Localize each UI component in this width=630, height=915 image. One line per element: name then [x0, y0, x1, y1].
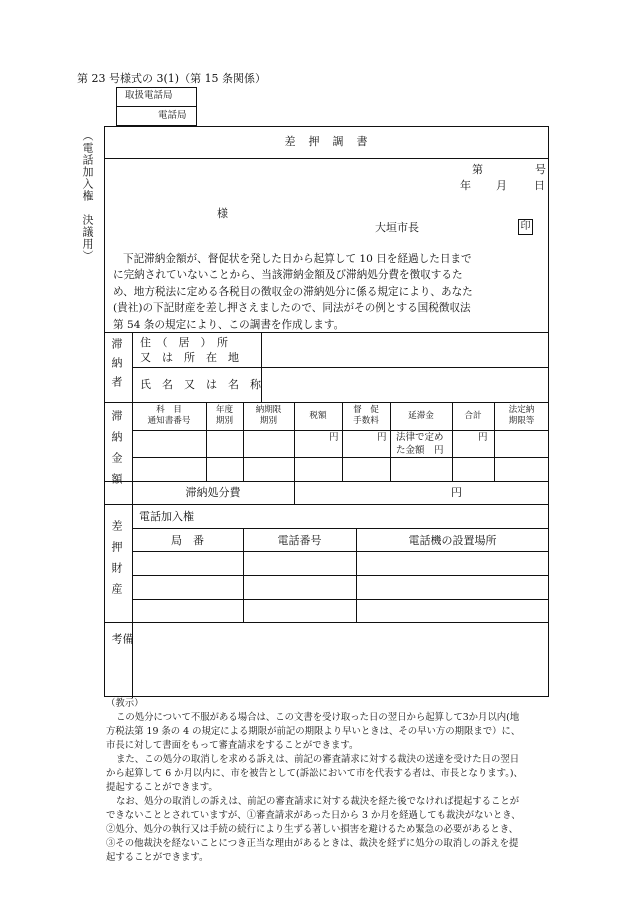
date-year: 年: [460, 179, 471, 192]
divider: [132, 528, 549, 529]
disposition-fee-yen: 円: [451, 486, 462, 499]
telephone-office-label: 電話局: [158, 110, 187, 121]
issuer-name: 大垣市長: [375, 221, 419, 234]
property-type: 電話加入権: [139, 510, 194, 523]
seized-property-label: 差押財産: [110, 520, 123, 604]
notes-line: から起算して 6 か月以内に、市を被告として(訴訟において市を代表する者は、市長となります。)、: [106, 768, 523, 779]
disposition-fee-label: 滞納処分費: [185, 486, 241, 499]
divider: [104, 402, 549, 403]
notes-line: ②処分、処分の執行又は手続の続行により生ずる著しい損害を避けるため緊急の必要があるとき、: [106, 824, 519, 835]
col-header-fiscal-year: 年度 期別: [215, 405, 234, 426]
name-label: 氏 名 又 は 名 称: [140, 378, 261, 391]
divider: [132, 367, 549, 368]
divider: [104, 504, 549, 505]
notes-heading: （教示）: [106, 698, 144, 709]
divider: [104, 481, 549, 482]
document-title: 差 押 調 書: [284, 135, 369, 148]
date-day: 日: [534, 179, 545, 192]
delinquent-label: 滞納者: [110, 338, 123, 395]
number-dai: 第: [472, 163, 483, 176]
date-month: 月: [496, 179, 507, 192]
notes-line: 方税法第 19 条の 4 の規定による期限が前記の期限より早いときは、その早い方の期限まで）に、: [106, 726, 521, 737]
divider: [132, 551, 549, 552]
body-line-3: め、地方税法に定める各税目の徴収金の滞納処分に係る規定により、あなた: [113, 286, 473, 298]
notes-line: また、この処分の取消しを求める訴えは、前記の審査請求に対する裁決の送達を受けた日の翌日: [116, 754, 520, 765]
address-label-2: 又 は 所 在 地: [140, 351, 239, 364]
yen-total: 円: [478, 432, 488, 443]
remarks-label: 備考: [110, 633, 134, 666]
number-go: 号: [535, 163, 546, 176]
notes-line: 起することができます。: [106, 852, 209, 863]
col-header-installation-place: 電話機の設置場所: [408, 534, 497, 547]
late-fee-note-1: 法律で定め: [396, 432, 444, 443]
side-label: （電話加入権 決議用）: [81, 130, 94, 262]
col-header-total: 合計: [464, 411, 482, 421]
late-fee-note-2: た金額 円: [396, 445, 444, 456]
notes-line: できないこととされていますが、①審査請求があった日から 3 か月を経過しても裁決がないとき、: [106, 810, 521, 821]
body-line-5: 第 54 条の規定により、この調書を作成します。: [113, 319, 345, 331]
notes-line: ③その他裁決を経ないことにつき正当な理由があるときは、裁決を経ずに処分の取消しの訴えを提: [106, 838, 519, 849]
body-line-2: に完納されていないことから、当該滞納金額及び滞納処分費を徴収するた: [113, 269, 463, 281]
divider: [132, 430, 549, 431]
col-header-office-code: 局 番: [171, 534, 204, 547]
amount-label: 滞納金額: [110, 410, 123, 494]
divider: [104, 158, 549, 159]
notes-line: なお、処分の取消しの訴えは、前記の審査請求に対する裁決を経た後でなければ提起することが: [116, 796, 520, 807]
notes-line: 提起することができます。: [106, 782, 218, 793]
col-header-reminder-fee: 督 促 手数料: [353, 405, 379, 426]
col-header-late-fee: 延滞金: [408, 411, 434, 421]
col-header-phone-number: 電話番号: [277, 534, 322, 547]
col-header-tax-amount: 税額: [309, 411, 327, 421]
col-header-statutory-deadline: 法定納 期限等: [508, 405, 535, 426]
divider: [104, 332, 549, 333]
yen-reminder-fee: 円: [377, 432, 387, 443]
divider: [132, 599, 549, 600]
yen-tax: 円: [329, 432, 339, 443]
notes-line: 市長に対して書面をもって審査請求をすることができます。: [106, 740, 359, 751]
notes-line: この処分について不服がある場合は、この文書を受け取った日の翌日から起算して3か月以内(地: [116, 712, 520, 723]
addressee-honorific: 様: [217, 207, 228, 220]
divider: [116, 106, 197, 107]
divider: [104, 622, 549, 623]
handling-office-label: 取扱電話局: [125, 90, 173, 101]
seal-stamp: 印: [518, 219, 533, 235]
col-header-subject: 科 目 通知書番号: [147, 405, 191, 426]
divider: [132, 457, 549, 458]
body-line-1: 下記滞納金額が、督促状を発した日から起算して 10 日を経過した日まで: [123, 253, 472, 265]
body-line-4: (貴社)の下記財産を差し押さえましたので、同法がその例とする国税徴収法: [113, 302, 471, 314]
col-header-due-date: 納期限 期別: [255, 405, 282, 426]
form-number-title: 第 23 号様式の 3(1)（第 15 条関係）: [77, 72, 267, 85]
address-label-1: 住 （ 居 ） 所: [140, 336, 228, 349]
divider: [132, 575, 549, 576]
